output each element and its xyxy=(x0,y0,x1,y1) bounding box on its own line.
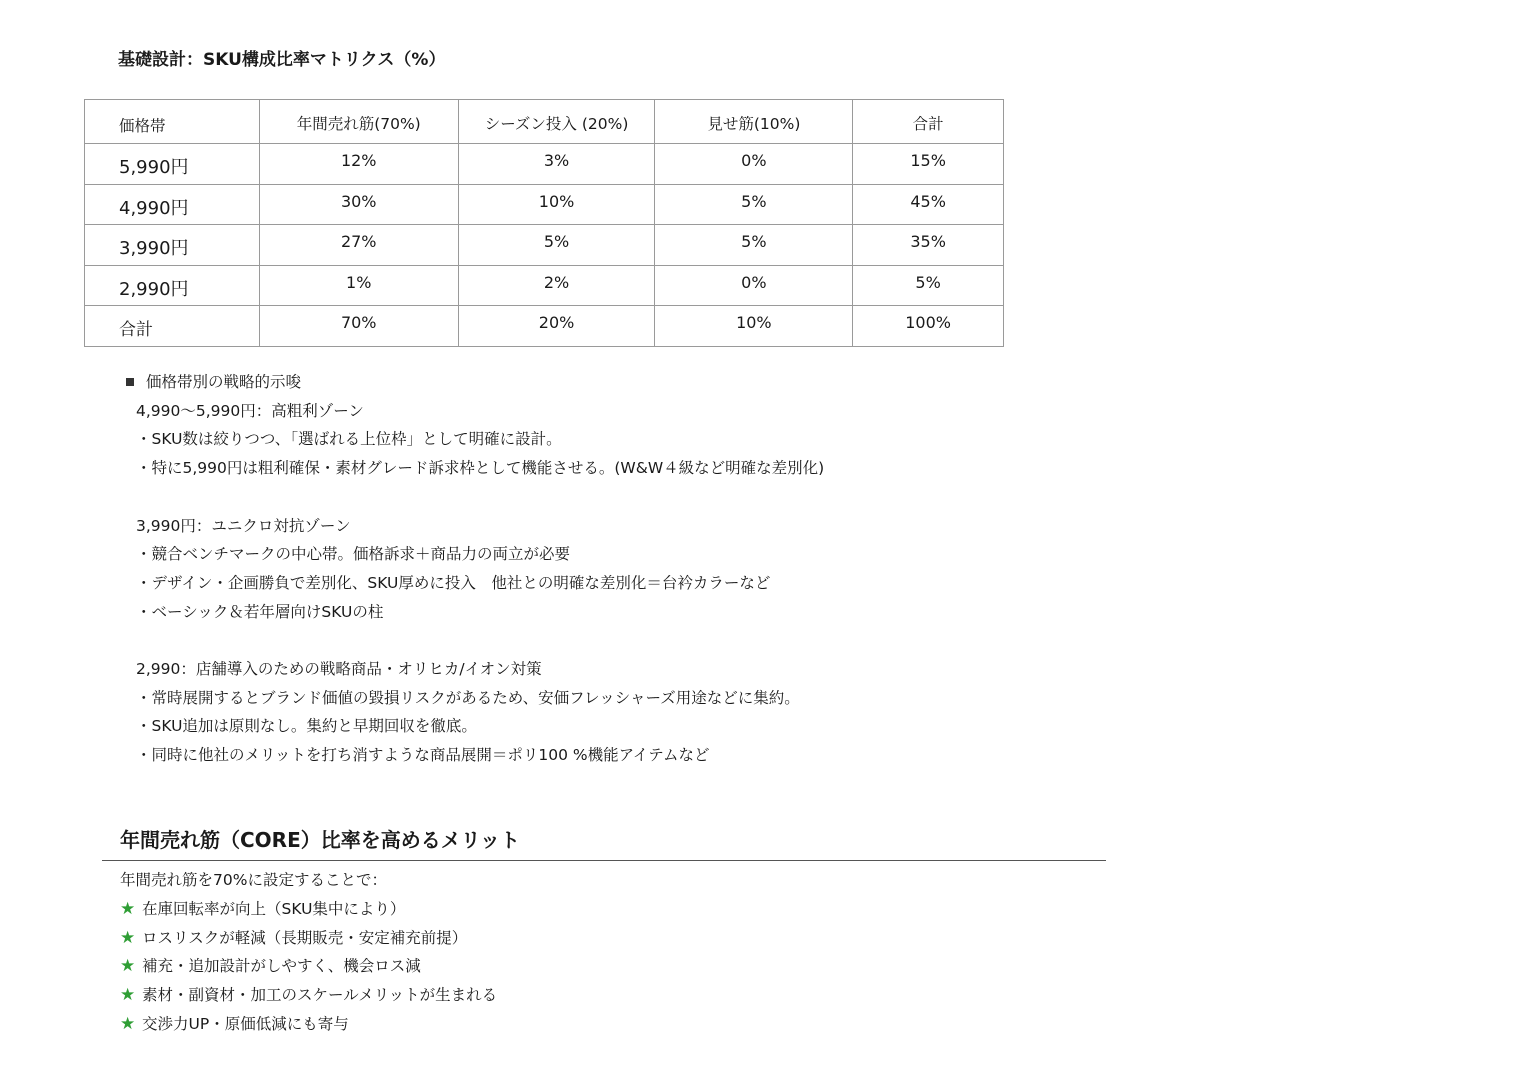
square-bullet-icon xyxy=(126,378,134,386)
price-band-cell: 2,990円 xyxy=(85,265,260,306)
merit-text: 素材・副資材・加工のスケールメリットが生まれる xyxy=(142,986,498,1005)
note-line: ・ベーシック＆若年層向けSKUの柱 xyxy=(136,602,384,621)
note-line: ・競合ベンチマークの中心帯。価格訴求＋商品力の両立が必要 xyxy=(136,545,571,564)
merit-item xyxy=(120,924,497,953)
merit-text: 在庫回転率が向上（SKU集中により） xyxy=(142,899,406,918)
table-row xyxy=(85,144,1004,185)
table-cell: 20% xyxy=(458,306,655,347)
note-spacer xyxy=(124,626,824,655)
note-line: 4,990〜5,990円：高粗利ゾーン xyxy=(136,401,364,420)
table-cell: 100% xyxy=(853,306,1004,347)
table-cell: 30% xyxy=(259,184,458,225)
table-row xyxy=(85,184,1004,225)
table-cell: 45% xyxy=(853,184,1004,225)
table-cell: 15% xyxy=(853,144,1004,185)
star-icon: ★ xyxy=(120,1013,136,1034)
price-band-cell: 3,990円 xyxy=(85,225,260,266)
sku-ratio-matrix xyxy=(84,99,1004,347)
star-icon: ★ xyxy=(120,985,136,1006)
header-season: シーズン投入 (20%) xyxy=(458,100,655,144)
table-cell: 27% xyxy=(259,225,458,266)
merit-text: 交渉力UP・原価低減にも寄与 xyxy=(142,1014,349,1033)
note-line: ・同時に他社のメリットを打ち消すような商品展開＝ポリ100 %機能アイテムなど xyxy=(136,746,710,765)
table-cell: 3% xyxy=(458,144,655,185)
note-line: 2,990：店舗導入のための戦略商品・オリヒカ/イオン対策 xyxy=(136,660,542,678)
header-core: 年間売れ筋(70%) xyxy=(259,100,458,144)
header-price-band: 価格帯 xyxy=(85,100,260,144)
table-cell: 5% xyxy=(458,225,655,266)
table-total-row xyxy=(85,306,1004,347)
table-cell: 1% xyxy=(259,265,458,306)
table-cell: 12% xyxy=(259,144,458,185)
note-line: ・SKU数は絞りつつ、「選ばれる上位枠」として明確に設計。 xyxy=(136,430,562,449)
note-line: ・特に5,990円は粗利確保・素材グレード訴求枠として機能させる。(W&W４級など明確な差別化) xyxy=(136,459,825,478)
section-divider xyxy=(102,860,1106,861)
table-cell: 2% xyxy=(458,265,655,306)
table-cell: 5% xyxy=(853,265,1004,306)
note-line: 3,990円：ユニクロ対抗ゾーン xyxy=(136,516,351,535)
table-cell: 0% xyxy=(655,265,853,306)
table-header-row xyxy=(85,100,1004,144)
merit-item xyxy=(120,895,497,924)
note-spacer xyxy=(124,483,824,512)
header-showcase: 見せ筋(10%) xyxy=(655,100,853,144)
table-cell: 10% xyxy=(458,184,655,225)
core-section-title: 年間売れ筋（CORE）比率を高めるメリット xyxy=(120,828,520,852)
star-icon: ★ xyxy=(120,898,136,919)
table-cell: 70% xyxy=(259,306,458,347)
star-icon: ★ xyxy=(120,927,136,948)
total-label-cell: 合計 xyxy=(85,306,260,347)
strategy-notes xyxy=(124,368,824,770)
core-intro: 年間売れ筋を70%に設定することで： xyxy=(120,871,387,889)
table-row xyxy=(85,265,1004,306)
merit-item xyxy=(120,952,497,981)
note-line: ・デザイン・企画勝負で差別化、SKU厚めに投入 他社との明確な差別化＝台衿カラーなど xyxy=(136,573,771,592)
strategy-heading xyxy=(124,368,824,397)
table-cell: 35% xyxy=(853,225,1004,266)
table-cell: 10% xyxy=(655,306,853,347)
note-line: ・常時展開するとブランド価値の毀損リスクがあるため、安価フレッシャーズ用途などに集約。 xyxy=(136,688,800,707)
note-line: ・SKU追加は原則なし。集約と早期回収を徹底。 xyxy=(136,717,477,736)
merit-item xyxy=(120,1010,497,1039)
table-cell: 0% xyxy=(655,144,853,185)
table-cell: 5% xyxy=(655,225,853,266)
merit-text: 補充・追加設計がしやすく、機会ロス減 xyxy=(142,957,421,976)
price-band-cell: 4,990円 xyxy=(85,184,260,225)
table-cell: 5% xyxy=(655,184,853,225)
header-total: 合計 xyxy=(853,100,1004,144)
star-icon: ★ xyxy=(120,956,136,977)
price-band-cell: 5,990円 xyxy=(85,144,260,185)
strategy-heading-text: 価格帯別の戦略的示唆 xyxy=(146,373,302,391)
table-row xyxy=(85,225,1004,266)
merit-text: ロスリスクが軽減（長期販売・安定補充前提） xyxy=(142,928,468,947)
core-merits xyxy=(120,866,497,1039)
page-title: 基礎設計：SKU構成比率マトリクス（%） xyxy=(118,50,446,70)
merit-item xyxy=(120,981,497,1010)
